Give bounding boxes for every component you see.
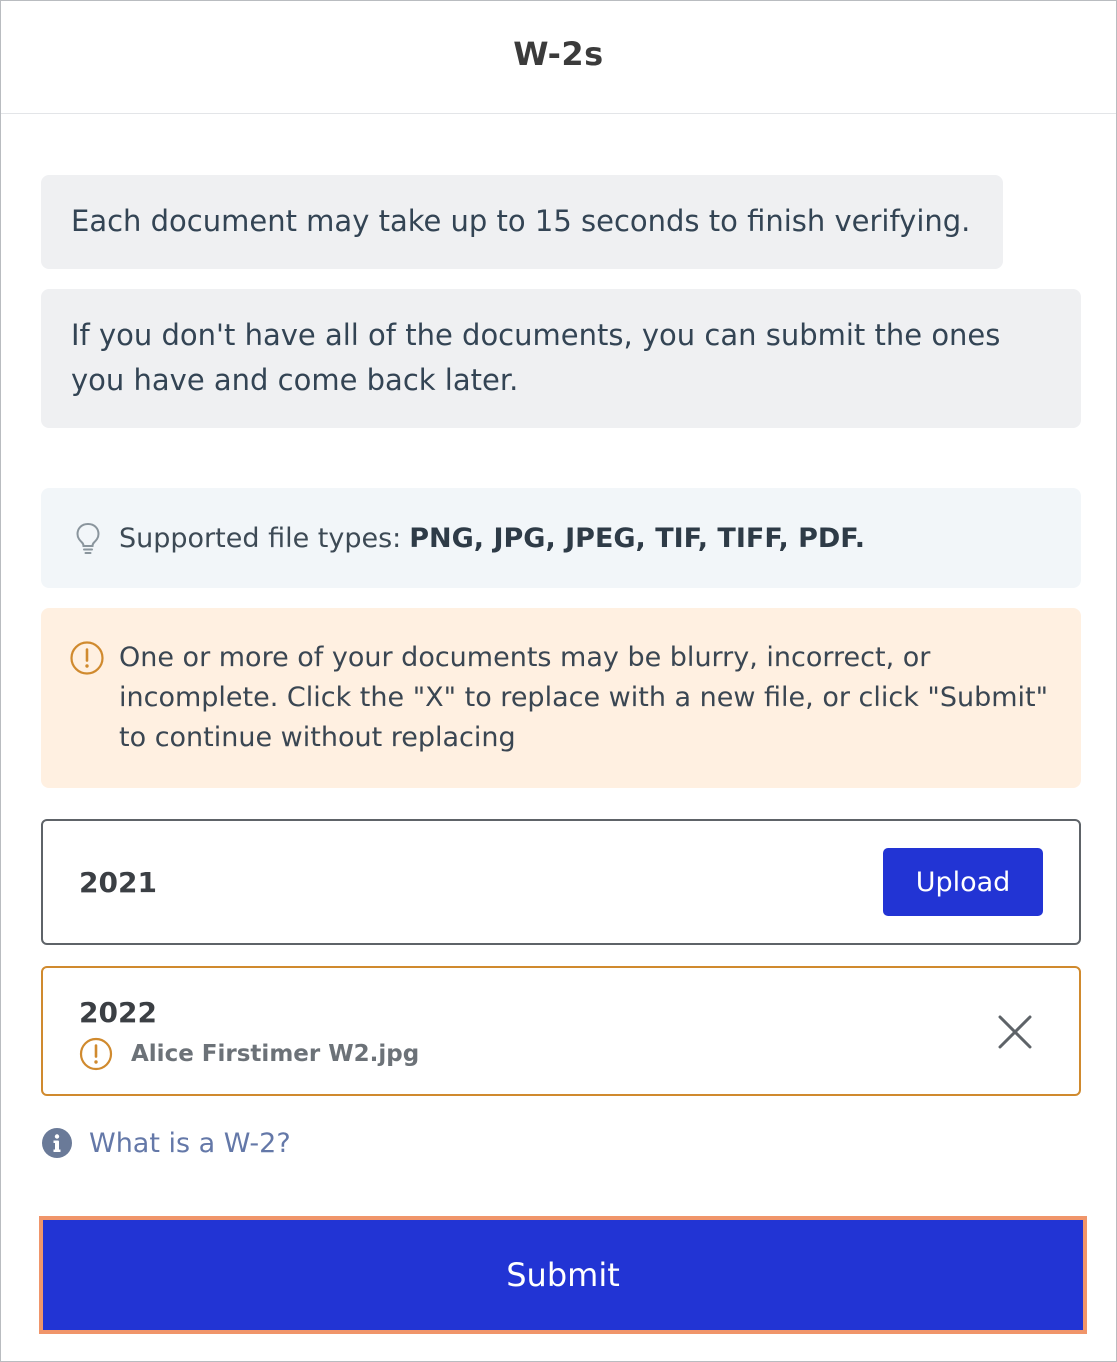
quality-warning-banner bbox=[41, 608, 1081, 788]
page-header bbox=[1, 1, 1116, 114]
what-is-w2-link[interactable] bbox=[41, 1127, 291, 1159]
info-icon bbox=[41, 1127, 73, 1159]
year-label: 2022 bbox=[79, 996, 157, 1029]
page-title: W-2s bbox=[513, 35, 604, 73]
lightbulb-icon bbox=[73, 521, 103, 555]
year-label: 2021 bbox=[79, 865, 157, 899]
warning-icon bbox=[69, 640, 105, 676]
warning-icon bbox=[79, 1037, 113, 1071]
close-icon[interactable] bbox=[995, 1012, 1035, 1052]
supported-file-types-tip bbox=[41, 488, 1081, 588]
document-row-2022 bbox=[41, 966, 1081, 1096]
document-row-2021 bbox=[41, 819, 1081, 945]
verifying-note: Each document may take up to 15 seconds to finish verifying. bbox=[41, 175, 1003, 269]
submit-focus-ring bbox=[39, 1216, 1087, 1334]
upload-button[interactable]: Upload bbox=[883, 848, 1043, 916]
submit-button[interactable]: Submit bbox=[43, 1220, 1083, 1330]
warning-text: One or more of your documents may be blurry, incorrect, or incomplete. Click the "X" to replace with a new file, or click "Submit" to continue without replacing bbox=[119, 642, 1049, 753]
file-name: Alice Firstimer W2.jpg bbox=[131, 1041, 420, 1067]
tip-prefix: Supported file types: bbox=[119, 522, 402, 554]
uploaded-file bbox=[79, 1037, 1043, 1071]
help-link-label[interactable]: What is a W-2? bbox=[89, 1127, 291, 1159]
supported-types: PNG, JPG, JPEG, TIF, TIFF, PDF. bbox=[409, 522, 866, 554]
partial-submit-note: If you don't have all of the documents, you can submit the ones you have and come back later. bbox=[41, 289, 1081, 428]
